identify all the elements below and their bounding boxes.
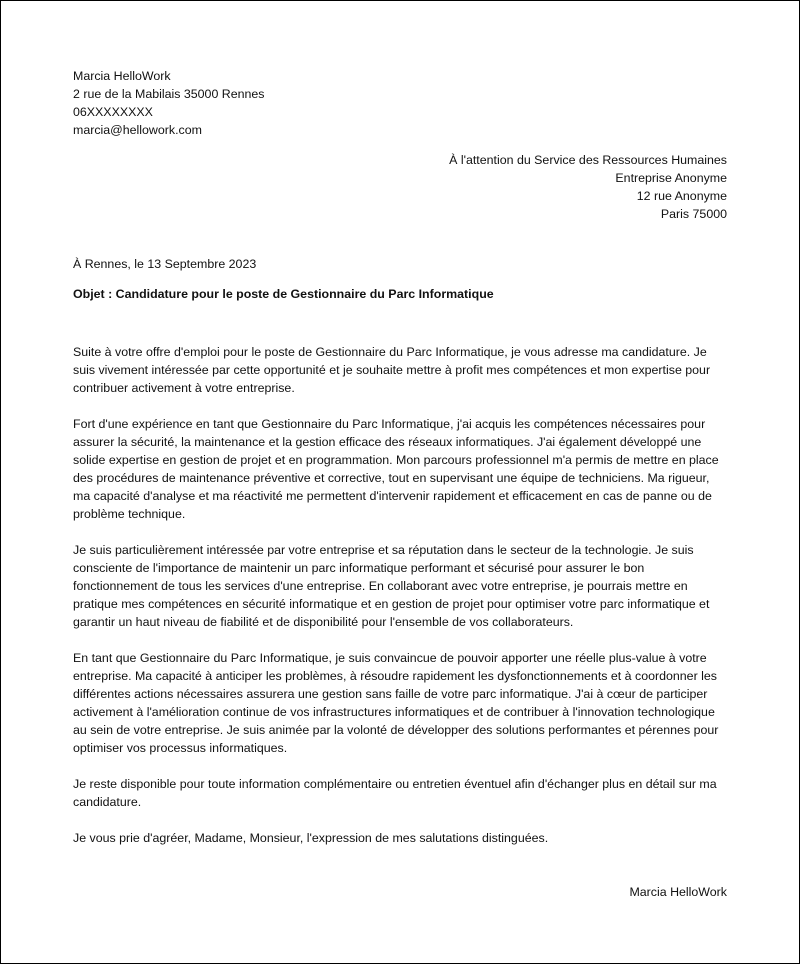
recipient-street: 12 rue Anonyme	[636, 189, 727, 203]
sender-name: Marcia HelloWork	[73, 69, 171, 83]
recipient-block	[449, 151, 727, 223]
sender-address: 2 rue de la Mabilais 35000 Rennes	[73, 87, 265, 101]
recipient-company: Entreprise Anonyme	[615, 171, 727, 185]
body-paragraph: Je suis particulièrement intéressée par votre entreprise et sa réputation dans le secteur de la technologie. Je suis consciente de l'importance de maintenir un parc informatique performant et sécurisé pour assurer le bon fonctionnement de tous les services d'une entreprise. En collaborant avec votre entreprise, je pourrais mettre en pratique mes compétences en sécurité informatique et en gestion de projet pour optimiser votre parc informatique et garantir un haut niveau de fiabilité et de disponibilité pour l'ensemble de vos collaborateurs.	[73, 543, 710, 629]
recipient-attention: À l'attention du Service des Ressources Humaines	[449, 153, 727, 167]
sender-phone: 06XXXXXXXX	[73, 105, 153, 119]
signature: Marcia HelloWork	[629, 885, 727, 899]
body-paragraph: Je reste disponible pour toute information complémentaire ou entretien éventuel afin d'échanger plus en détail sur ma candidature.	[73, 777, 717, 809]
letter-body	[73, 343, 729, 829]
body-paragraph: Suite à votre offre d'emploi pour le poste de Gestionnaire du Parc Informatique, je vous adresse ma candidature. Je suis vivement intéressée par cette opportunité et je souhaite mettre à profit mes compétences et mon expertise pour contribuer activement à votre entreprise.	[73, 345, 711, 395]
letter-subject: Objet : Candidature pour le poste de Gestionnaire du Parc Informatique	[73, 287, 494, 301]
sender-block	[73, 67, 265, 139]
sender-email: marcia@hellowork.com	[73, 123, 202, 137]
body-paragraph: Fort d'une expérience en tant que Gestionnaire du Parc Informatique, j'ai acquis les compétences nécessaires pour assurer la sécurité, la maintenance et la gestion efficace des réseaux informatiques. J'ai également développé une solide expertise en gestion de projet et en programmation. Mon parcours professionnel m'a permis de mettre en place des procédures de maintenance préventive et corrective, tout en supervisant une équipe de techniciens. Ma rigueur, ma capacité d'analyse et ma réactivité me permettent d'intervenir rapidement et efficacement en cas de panne ou de problème technique.	[73, 417, 719, 521]
closing-formula: Je vous prie d'agréer, Madame, Monsieur, l'expression de mes salutations distinguées.	[73, 831, 549, 845]
letter-date: À Rennes, le 13 Septembre 2023	[73, 257, 257, 271]
body-paragraph: En tant que Gestionnaire du Parc Informatique, je suis convaincue de pouvoir apporter une réelle plus-value à votre entreprise. Ma capacité à anticiper les problèmes, à résoudre rapidement les dysfonctionnements et à coordonner les différentes actions nécessaires assurera une gestion sans faille de votre parc informatique. J'ai à cœur de participer activement à l'amélioration continue de vos infrastructures informatiques et de contribuer à l'innovation technologique au sein de votre entreprise. Je suis animée par la volonté de développer des solutions performantes et pérennes pour optimiser vos processus informatiques.	[73, 651, 719, 755]
recipient-city: Paris 75000	[660, 207, 727, 221]
